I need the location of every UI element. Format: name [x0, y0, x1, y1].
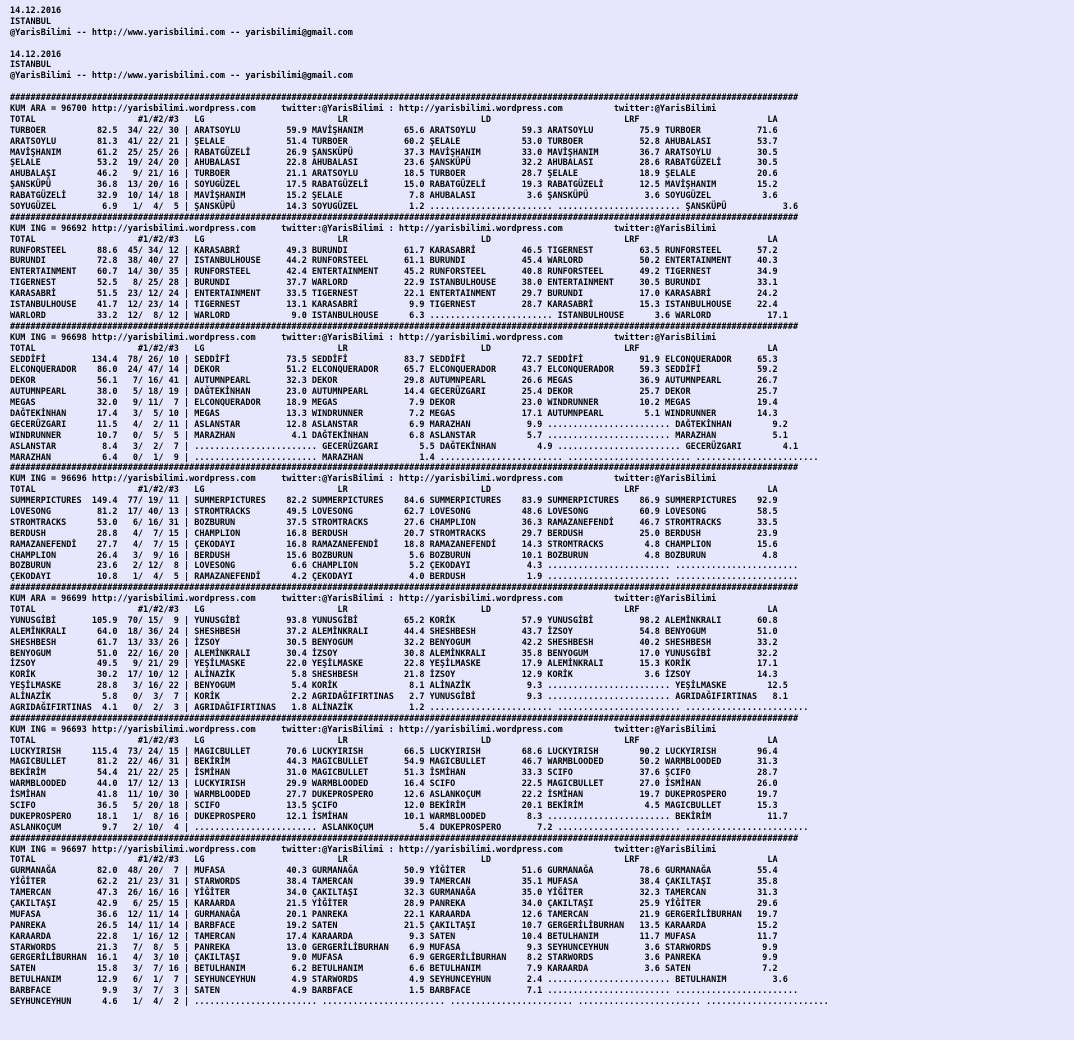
horse-row: ELCONQUERADOR 86.0 24/ 47/ 14 | DEKOR 51.2 ELCONQUERADOR 65.7 ELCONQUERADOR 43.7 ELCONQUERADOR 59.3 SEDDİFİ 59.2	[10, 365, 778, 376]
horse-row: SCIFO 36.5 5/ 20/ 18 | SCIFO 13.5 ŞCIFO 12.0 BEKİRİM 20.1 BEKİRİM 4.5 MAGICBULLET 15.3	[10, 801, 778, 812]
column-header: TOTAL #1/#2/#3 LG LR LD LRF LA	[10, 735, 778, 746]
race-title: KUM ARA = 96700 http://yarisbilimi.wordpress.com twitter:@YarisBilimi : http://yarisbilimi.wordpress.com twitter:@YarisBilimi	[10, 104, 717, 115]
horse-row: BEKİRİM 54.4 21/ 22/ 25 | İSMİHAN 31.0 MAGICBULLET 51.3 İSMİHAN 33.3 SCIFO 37.6 ŞCIFO 28.7	[10, 768, 778, 779]
horse-row: MAVİŞHANIM 61.2 25/ 25/ 26 | RABATGÜZELİ 26.9 ŞANSKÜPÜ 37.3 MAVİŞHANIM 33.0 MAVİŞHANIM 36.7 ARATSOYLU 30.5	[10, 147, 778, 158]
separator-line: ##########################################################################################################################################################	[10, 833, 799, 844]
horse-row: YEŞİLMASKE 28.8 3/ 16/ 22 | BENYOGUM 5.4 KORİK 8.1 ALİNAZİK 9.3 ........................ YEŞİLMASKE 12.5	[10, 681, 788, 692]
horse-row: SOYUGÜZEL 6.9 1/ 4/ 5 | ŞANSKÜPÜ 14.3 SOYUGÜZEL 1.2 ........................ ........................ ŞANSKÜPÜ 3.6	[10, 202, 799, 213]
horse-row: RUNFORSTEEL 88.6 45/ 34/ 12 | KARASABRİ 49.3 BURUNDI 61.7 KARASABRİ 46.5 TIGERNEST 63.5 RUNFORSTEEL 57.2	[10, 245, 778, 256]
horse-row: TAMERCAN 47.3 26/ 16/ 16 | YİĞİTER 34.0 ÇAKILTAŞI 32.3 GURMANAĞA 35.0 YİĞİTER 32.3 TAMERCAN 31.3	[10, 888, 778, 899]
horse-row: STARWORDS 21.3 7/ 8/ 5 | PANREKA 13.0 GERGERİLİBURHAN 6.9 MUFASA 9.3 SEYHUNCEYHUN 3.6 STARWORDS 9.9	[10, 942, 778, 953]
column-header: TOTAL #1/#2/#3 LG LR LD LRF LA	[10, 114, 778, 125]
horse-row: ISTANBULHOUSE 41.7 12/ 23/ 14 | TIGERNEST 13.1 KARASABRİ 9.9 TIGERNEST 28.7 KARASABRİ 15.3 ISTANBULHOUSE 22.4	[10, 300, 778, 311]
race-title: KUM ING = 96693 http://yarisbilimi.wordpress.com twitter:@YarisBilimi : http://yarisbilimi.wordpress.com twitter:@YarisBilimi	[10, 724, 717, 735]
horse-row: DUKEPROSPERO 18.1 1/ 8/ 16 | DUKEPROSPERO 12.1 İSMİHAN 10.1 WARMBLOODED 8.3 ........................ BEKİRİM 11.7	[10, 811, 788, 822]
horse-row: KARAARDA 22.8 1/ 16/ 12 | TAMERCAN 17.4 KARAARDA 9.3 SATEN 10.4 BETULHANIM 11.7 MUFASA 11.7	[10, 931, 778, 942]
horse-row: TIGERNEST 52.5 8/ 25/ 28 | BURUNDI 37.7 WARLORD 22.9 ISTANBULHOUSE 38.0 ENTERTAINMENT 30.5 BURUNDI 33.1	[10, 278, 778, 289]
horse-row: WARLORD 33.2 12/ 8/ 12 | WARLORD 9.0 ISTANBULHOUSE 6.3 ........................ ISTANBULHOUSE 3.6 WARLORD 17.1	[10, 310, 788, 321]
header-city-repeat: ISTANBUL	[10, 60, 51, 71]
horse-row: WINDRUNNER 10.7 0/ 5/ 5 | MARAZHAN 4.1 DAĞTEKİNHAN 6.8 ASLANSTAR 5.7 ........................ MARAZHAN 5.1	[10, 430, 788, 441]
horse-row: AHUBALAŞI 46.2 9/ 21/ 16 | TURBOER 21.1 ARATSOYLU 18.5 TURBOER 28.7 ŞELALE 18.9 ŞELALE 20.6	[10, 169, 778, 180]
horse-row: BENYOGUM 51.0 22/ 16/ 20 | ALEMİNKRALI 30.4 İZSOY 30.8 ALEMİNKRALI 35.8 BENYOGUM 17.0 YUNUSGİBİ 32.2	[10, 648, 778, 659]
horse-row: ŞANSKÜPÜ 36.8 13/ 20/ 16 | SOYUGÜZEL 17.5 RABATGÜZELİ 15.0 RABATGÜZELİ 19.3 RABATGÜZELİ 12.5 MAVİŞHANIM 15.2	[10, 180, 778, 191]
horse-row: ENTERTAINMENT 60.7 14/ 30/ 35 | RUNFORSTEEL 42.4 ENTERTAINMENT 45.2 RUNFORSTEEL 40.8 RUNFORSTEEL 49.2 TIGERNEST 34.9	[10, 267, 778, 278]
separator-line: ##########################################################################################################################################################	[10, 583, 799, 594]
column-header: TOTAL #1/#2/#3 LG LR LD LRF LA	[10, 855, 778, 866]
horse-row: ÇEKODAYI 10.8 1/ 4/ 5 | RAMAZANEFENDİ 4.2 ÇEKODAYI 4.0 BERDUSH 1.9 ........................ ........................	[10, 572, 799, 583]
horse-row: SEYHUNCEYHUN 4.6 1/ 4/ 2 | ........................ ........................ ........................ ........................ ........................	[10, 997, 829, 1008]
horse-row: PANREKA 26.5 14/ 11/ 14 | BARBFACE 19.2 SATEN 21.5 ÇAKILTAŞI 10.7 GERGERİLİBURHAN 13.5 KARAARDA 15.2	[10, 920, 778, 931]
header-date: 14.12.2016	[10, 6, 62, 16]
horse-row: YUNUSGİBİ 105.9 70/ 15/ 9 | YUNUSGİBİ 93.8 YUNUSGİBİ 65.2 KORİK 57.9 YUNUSGİBİ 98.2 ALEMİNKRALI 60.8	[10, 615, 778, 626]
horse-row: STROMTRACKS 53.0 6/ 16/ 31 | BOZBURUN 37.5 STROMTRACKS 27.6 CHAMPLION 36.3 RAMAZANEFENDİ 46.7 STROMTRACKS 33.5	[10, 517, 778, 528]
header-contact-repeat: @YarisBilimi -- http://www.yarisbilimi.com -- yarisbilimi@gmail.com	[10, 71, 353, 82]
race-title: KUM ING = 96697 http://yarisbilimi.wordpress.com twitter:@YarisBilimi : http://yarisbilimi.wordpress.com twitter:@YarisBilimi	[10, 844, 717, 855]
header-contact: @YarisBilimi -- http://www.yarisbilimi.com -- yarisbilimi@gmail.com	[10, 27, 353, 38]
horse-row: LUCKYIRISH 115.4 73/ 24/ 15 | MAGICBULLET 70.6 LUCKYIRISH 66.5 LUCKYIRISH 68.6 LUCKYIRISH 90.2 LUCKYIRISH 96.4	[10, 746, 778, 757]
horse-row: WARMBLOODED 44.0 17/ 12/ 13 | LUCKYIRISH 29.9 WARMBLOODED 16.4 SCIFO 22.5 MAGICBULLET 27.0 İSMİHAN 26.0	[10, 779, 778, 790]
horse-row: BETULHANIM 12.9 6/ 1/ 7 | SEYHUNCEYHUN 4.9 STARWORDS 4.9 SEYHUNCEYHUN 2.4 ........................ BETULHANIM 3.6	[10, 975, 788, 986]
horse-row: YİĞİTER 62.2 21/ 23/ 31 | STARWORDS 38.4 TAMERCAN 39.9 TAMERCAN 35.1 MUFASA 38.4 ÇAKILTAŞI 35.8	[10, 877, 778, 888]
horse-row: İSMİHAN 41.8 11/ 10/ 30 | WARMBLOODED 27.7 DUKEPROSPERO 12.6 ASLANKOÇUM 22.2 İSMİHAN 19.7 DUKEPROSPERO 19.7	[10, 790, 778, 801]
horse-row: KORİK 30.2 17/ 10/ 12 | ALİNAZİK 5.8 SHESHBESH 21.8 İZSOY 12.9 KORİK 3.6 İZSOY 14.3	[10, 670, 778, 681]
horse-row: GERGERİLİBURHAN 16.1 4/ 3/ 10 | ÇAKILTAŞI 9.0 MUFASA 6.9 GERGERİLİBURHAN 8.2 STARWORDS 3.6 PANREKA 9.9	[10, 953, 778, 964]
spacer	[10, 39, 1074, 50]
horse-row: KARASABRİ 51.5 23/ 12/ 24 | ENTERTAINMENT 33.5 TIGERNEST 22.1 ENTERTAINMENT 29.7 BURUNDI 17.0 KARASABRİ 24.2	[10, 289, 778, 300]
column-header: TOTAL #1/#2/#3 LG LR LD LRF LA	[10, 343, 778, 354]
separator-line: ##########################################################################################################################################################	[10, 713, 799, 724]
horse-row: RABATGÜZELİ 32.9 10/ 14/ 18 | MAVİŞHANIM 15.2 ŞELALE 7.8 AHUBALASI 3.6 ŞANSKÜPÜ 3.6 SOYUGÜZEL 3.6	[10, 191, 778, 202]
horse-row: BERDUSH 28.8 4/ 7/ 15 | CHAMPLION 16.8 BERDUSH 20.7 STROMTRACKS 29.7 BERDUSH 25.0 BERDUSH 23.9	[10, 528, 778, 539]
horse-row: MUFASA 36.6 12/ 11/ 14 | GURMANAĞA 20.1 PANREKA 22.1 KARAARDA 12.6 TAMERCAN 21.9 GERGERİLİBURHAN 19.7	[10, 909, 778, 920]
race-blocks	[10, 93, 1074, 1008]
horse-row: MARAZHAN 6.4 0/ 1/ 9 | ........................ MARAZHAN 1.4 ........................ ........................ ........................	[10, 452, 819, 463]
separator-line: ##########################################################################################################################################################	[10, 463, 799, 474]
horse-row: ARATSOYLU 81.3 41/ 22/ 21 | ŞELALE 51.4 TURBOER 60.2 ŞELALE 53.0 TURBOER 52.8 AHUBALASI 53.7	[10, 136, 778, 147]
horse-row: TURBOER 82.5 34/ 22/ 30 | ARATSOYLU 59.9 MAVİŞHANIM 65.6 ARATSOYLU 59.3 ARATSOYLU 75.9 TURBOER 71.6	[10, 125, 778, 136]
horse-row: DAĞTEKİNHAN 17.4 3/ 5/ 10 | MEGAS 13.3 WINDRUNNER 7.2 MEGAS 17.1 AUTUMNPEARL 5.1 WINDRUNNER 14.3	[10, 408, 778, 419]
separator-line: ##########################################################################################################################################################	[10, 212, 799, 223]
column-header: TOTAL #1/#2/#3 LG LR LD LRF LA	[10, 604, 778, 615]
race-title: KUM ING = 96698 http://yarisbilimi.wordpress.com twitter:@YarisBilimi : http://yarisbilimi.wordpress.com twitter:@YarisBilimi	[10, 332, 717, 343]
horse-row: AGRIDAĞIFIRTINAS 4.1 0/ 2/ 3 | AGRIDAĞIFIRTINAS 1.8 ALİNAZİK 1.2 ........................ ........................ ........................	[10, 703, 809, 713]
header-city: ISTANBUL	[10, 16, 51, 27]
horse-row: BURUNDI 72.8 38/ 40/ 27 | ISTANBULHOUSE 44.2 RUNFORSTEEL 61.1 BURUNDI 45.4 WARLORD 50.2 ENTERTAINMENT 40.3	[10, 256, 778, 267]
horse-row: MAGICBULLET 81.2 22/ 46/ 31 | BEKİRİM 44.3 MAGICBULLET 54.9 MAGICBULLET 46.7 WARMBLOODED 50.2 WARMBLOODED 31.3	[10, 757, 778, 768]
separator-line: ##########################################################################################################################################################	[10, 93, 799, 104]
horse-row: AUTUMNPEARL 38.0 5/ 18/ 19 | DAĞTEKİNHAN 23.0 AUTUMNPEARL 14.4 GECERÜZGARI 25.4 DEKOR 25.7 DEKOR 25.7	[10, 387, 778, 398]
separator-line: ##########################################################################################################################################################	[10, 321, 799, 332]
race-title: KUM ING = 96692 http://yarisbilimi.wordpress.com twitter:@YarisBilimi : http://yarisbilimi.wordpress.com twitter:@YarisBilimi	[10, 223, 717, 234]
horse-row: ASLANKOÇUM 9.7 2/ 10/ 4 | ........................ ASLANKOÇUM 5.4 DUKEPROSPERO 7.2 ........................ ........................	[10, 822, 809, 833]
horse-row: SHESHBESH 61.7 13/ 33/ 26 | İZSOY 30.5 BENYOGUM 32.2 BENYOGUM 42.2 SHESHBESH 40.2 SHESHBESH 33.2	[10, 637, 778, 648]
race-title: KUM ARA = 96699 http://yarisbilimi.wordpress.com twitter:@YarisBilimi : http://yarisbilimi.wordpress.com twitter:@YarisBilimi	[10, 594, 717, 605]
horse-row: ASLANSTAR 8.4 3/ 2/ 7 | ........................ GECERÜZGARI 5.5 DAĞTEKİNHAN 4.9 ........................ GECERÜZGARI 4.1	[10, 441, 799, 452]
horse-row: ÇAKILTAŞI 42.9 6/ 25/ 15 | KARAARDA 21.5 YİĞİTER 28.9 PANREKA 34.0 ÇAKILTAŞI 25.9 YİĞİTER 29.6	[10, 899, 778, 910]
horse-row: ALEMİNKRALI 64.0 18/ 36/ 24 | SHESHBESH 37.2 ALEMİNKRALI 44.4 SHESHBESH 43.7 İZSOY 54.8 BENYOGUM 51.0	[10, 626, 778, 637]
horse-row: RAMAZANEFENDİ 27.7 4/ 7/ 15 | ÇEKODAYI 16.8 RAMAZANEFENDİ 18.8 RAMAZANEFENDİ 14.3 STROMTRACKS 4.8 CHAMPLION 15.6	[10, 539, 778, 550]
spacer	[10, 82, 1074, 93]
horse-row: GECERÜZGARI 11.5 4/ 2/ 11 | ASLANSTAR 12.8 ASLANSTAR 6.9 MARAZHAN 9.9 ........................ DAĞTEKİNHAN 9.2	[10, 419, 788, 430]
column-header: TOTAL #1/#2/#3 LG LR LD LRF LA	[10, 234, 778, 245]
horse-row: DEKOR 56.1 7/ 16/ 41 | AUTUMNPEARL 32.3 DEKOR 29.8 AUTUMNPEARL 26.6 MEGAS 36.9 AUTUMNPEARL 26.7	[10, 376, 778, 387]
header-date-repeat: 14.12.2016	[10, 49, 62, 60]
horse-row: İZSOY 49.5 9/ 21/ 29 | YEŞİLMASKE 22.0 YEŞİLMASKE 22.8 YEŞİLMASKE 17.9 ALEMİNKRALI 15.3 KORİK 17.1	[10, 659, 778, 670]
horse-row: LOVESONG 81.2 17/ 40/ 13 | STROMTRACKS 49.5 LOVESONG 62.7 LOVESONG 48.6 LOVESONG 60.9 LOVESONG 58.5	[10, 506, 778, 517]
horse-row: SEDDİFİ 134.4 78/ 26/ 10 | SEDDİFİ 73.5 SEDDİFİ 83.7 SEDDİFİ 72.7 SEDDİFİ 91.9 ELCONQUERADOR 65.3	[10, 354, 778, 365]
horse-row: CHAMPLION 26.4 3/ 9/ 16 | BERDUSH 15.6 BOZBURUN 5.6 BOZBURUN 10.1 BOZBURUN 4.8 BOZBURUN 4.8	[10, 550, 778, 561]
horse-row: BARBFACE 9.9 3/ 7/ 3 | SATEN 4.9 BARBFACE 1.5 BARBFACE 7.1 ........................ ........................	[10, 986, 799, 997]
horse-row: BOZBURUN 23.6 2/ 12/ 8 | LOVESONG 6.6 CHAMPLION 5.2 ÇEKODAYI 4.3 ........................ ........................	[10, 561, 799, 572]
column-header: TOTAL #1/#2/#3 LG LR LD LRF LA	[10, 485, 778, 496]
horse-row: SUMMERPICTURES 149.4 77/ 19/ 11 | SUMMERPICTURES 82.2 SUMMERPICTURES 84.6 SUMMERPICTURES 83.9 SUMMERPICTURES 86.9 SUMMERPICTURES 92.9	[10, 496, 778, 507]
race-title: KUM ING = 96696 http://yarisbilimi.wordpress.com twitter:@YarisBilimi : http://yarisbilimi.wordpress.com twitter:@YarisBilimi	[10, 474, 717, 485]
horse-row: SATEN 15.8 3/ 7/ 16 | BETULHANIM 6.2 BETULHANIM 6.6 BETULHANIM 7.9 KARAARDA 3.6 SATEN 7.2	[10, 964, 778, 975]
horse-row: GURMANAĞA 82.0 48/ 20/ 7 | MUFASA 40.3 GURMANAĞA 50.9 YİĞİTER 51.6 GURMANAĞA 78.6 GURMANAĞA 55.4	[10, 866, 778, 877]
horse-row: MEGAS 32.0 9/ 11/ 7 | ELCONQUERADOR 18.9 MEGAS 7.9 DEKOR 23.0 WINDRUNNER 10.2 MEGAS 19.4	[10, 398, 778, 409]
horse-row: ŞELALE 53.2 19/ 24/ 20 | AHUBALASI 22.8 AHUBALASI 23.6 ŞANSKÜPÜ 32.2 AHUBALASI 28.6 RABATGÜZELİ 30.5	[10, 158, 778, 169]
horse-row: ALİNAZİK 5.8 0/ 3/ 7 | KORİK 2.2 AGRIDAĞIFIRTINAS 2.7 YUNUSGİBİ 9.3 ........................ AGRIDAĞIFIRTINAS 8.1	[10, 692, 788, 703]
